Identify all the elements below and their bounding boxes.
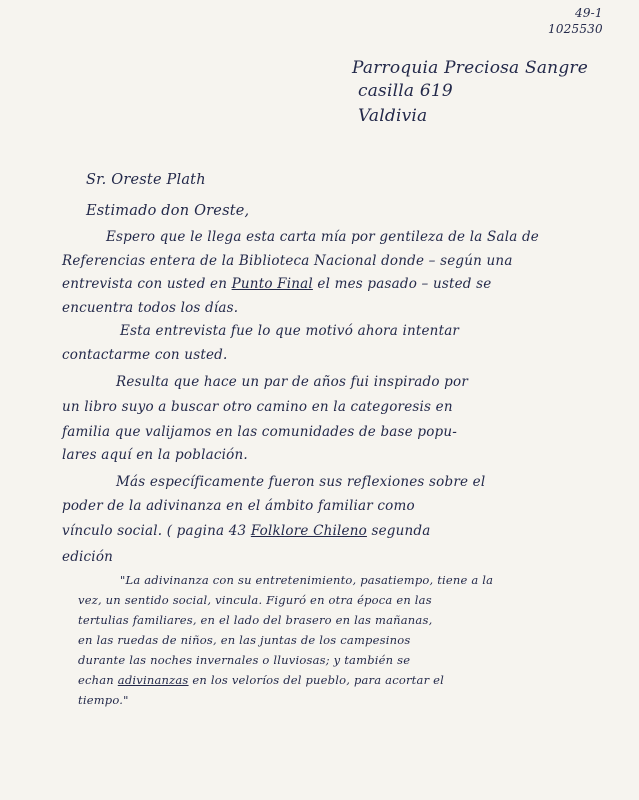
publication-title: Punto Final [231,276,313,292]
archive-ref-top: 49-1 [575,6,603,20]
quote-line: tertulias familiares, en el lado del brasero en las mañanas, [78,613,433,627]
body-line: contactarme con usted. [62,347,228,363]
quote-line-part: en los veloríos del pueblo, para acortar el [192,673,444,687]
archive-ref-code: 1025530 [548,22,603,36]
address-line-2: casilla 619 [358,81,453,101]
body-line: Espero que le llega esta carta mía por gentileza de la Sala de [106,229,539,245]
body-line [62,276,491,292]
address-line-1: Parroquia Preciosa Sangre [352,58,588,78]
body-line-part: vínculo social. ( pagina 43 [62,523,247,539]
body-line: familia que valijamos en las comunidades de base popu- [62,424,458,440]
quote-line [78,673,444,687]
quote-underlined-word: adivinanzas [117,673,189,687]
quote-line: "La adivinanza con su entretenimiento, pasatiempo, tiene a la [120,573,494,587]
body-line: edición [62,549,114,565]
body-line: Resulta que hace un par de años fui inspirado por [116,374,468,390]
address-line-3: Valdivia [358,106,428,126]
body-line: poder de la adivinanza en el ámbito familiar como [62,498,415,514]
quote-line: en las ruedas de niños, en las juntas de los campesinos [78,633,411,647]
body-line: Referencias entera de la Biblioteca Nacional donde – según una [62,253,513,269]
body-line: encuentra todos los días. [62,300,239,316]
body-line [62,523,431,539]
recipient: Sr. Oreste Plath [86,172,206,188]
body-line: Esta entrevista fue lo que motivó ahora intentar [120,323,460,339]
body-line-part: segunda [371,523,431,539]
body-line: Más específicamente fueron sus reflexiones sobre el [116,474,486,490]
book-title: Folklore Chileno [250,523,367,539]
body-line-part: el mes pasado – usted se [317,276,492,292]
salutation: Estimado don Oreste, [86,203,250,219]
body-line-part: entrevista con usted en [62,276,228,292]
body-line: un libro suyo a buscar otro camino en la categoresis en [62,399,453,415]
quote-line: vez, un sentido social, vincula. Figuró en otra época en las [78,593,432,607]
quote-line-part: echan [78,673,114,687]
body-line: lares aquí en la población. [62,447,248,463]
quote-line: tiempo." [78,693,129,707]
quote-line: durante las noches invernales o lluviosas; y también se [78,653,411,667]
